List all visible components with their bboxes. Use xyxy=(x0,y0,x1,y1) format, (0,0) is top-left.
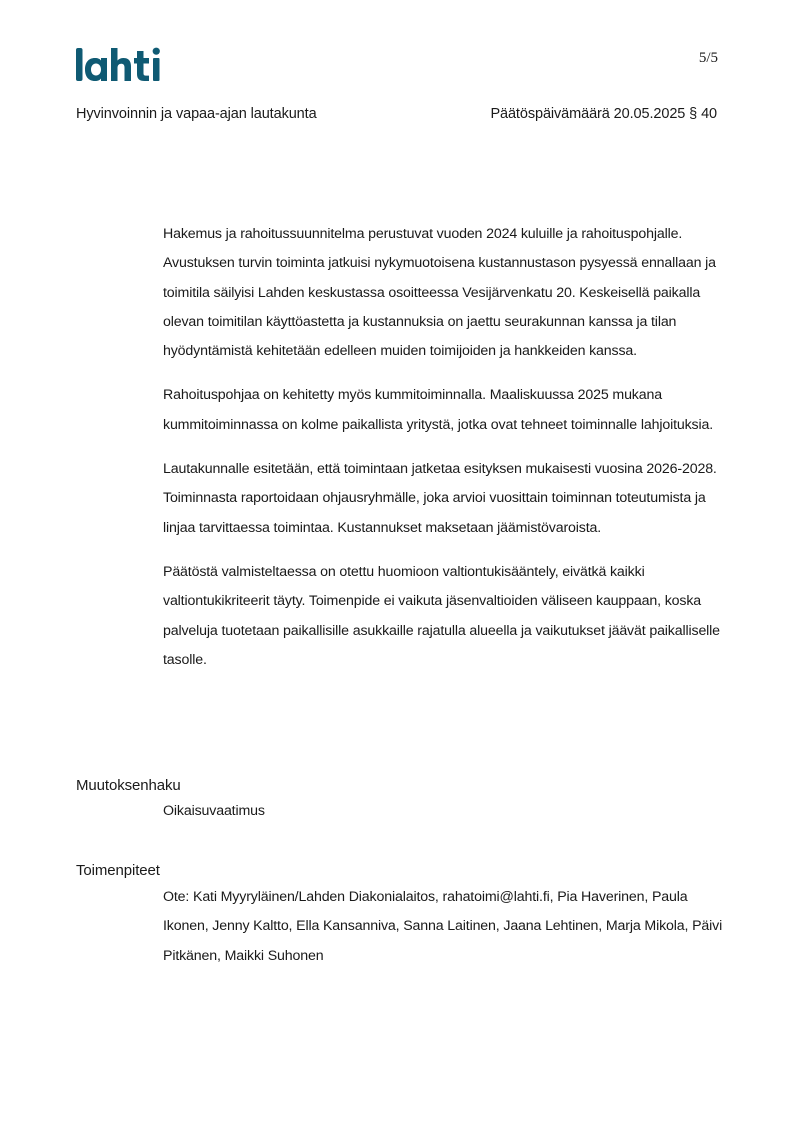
appeal-content: Oikaisuvaatimus xyxy=(163,803,265,819)
actions-heading: Toimenpiteet xyxy=(76,862,160,879)
decision-body xyxy=(163,220,723,690)
body-paragraph: Päätöstä valmisteltaessa on otettu huomioon valtiontukisääntely, eivätkä kaikki valtiontukikriteerit täyty. Toimenpide ei vaikuta jäsenvaltioiden väliseen kauppaan, koska palveluja tuotetaan paikallisille asukkaille rajatulla alueella ja vaikutukset jäävät paikalliselle tasolle. xyxy=(163,563,720,668)
body-paragraph: Rahoituspohjaa on kehitetty myös kummitoiminnalla. Maaliskuussa 2025 mukana kummitoiminnassa on kolme paikallista yritystä, jotka ovat tehneet toiminnalle lahjoituksia. xyxy=(163,387,714,433)
decision-date: Päätöspäivämäärä 20.05.2025 § 40 xyxy=(490,106,717,122)
page-number: 5/5 xyxy=(698,50,718,66)
appeal-heading: Muutoksenhaku xyxy=(76,777,181,794)
body-paragraph: Lautakunnalle esitetään, että toimintaan jatketaa esityksen mukaisesti vuosina 2026-2028. Toiminnasta raportoidaan ohjausryhmälle, joka arvioi vuosittain toiminnan toteutumista ja linjaa tarvittaessa toimintaa. Kustannukset maksetaan jäämistövaroista. xyxy=(163,461,717,536)
actions-content: Ote: Kati Myyryläinen/Lahden Diakonialaitos, rahatoimi@lahti.fi, Pia Haverinen, Paula Ikonen, Jenny Kaltto, Ella Kansanniva, Sanna Laitinen, Jaana Lehtinen, Marja Mikola, Päivi Pitkänen, Maikki Suhonen xyxy=(163,889,723,964)
body-paragraph: Hakemus ja rahoitussuunnitelma perustuvat vuoden 2024 kuluille ja rahoituspohjalle. Avustuksen turvin toiminta jatkuisi nykymuotoisena kustannustason pysyessä ennallaan ja toimitila säilyisi Lahden keskustassa osoitteessa Vesijärvenkatu 20. Keskeisellä paikalla olevan toimitilan käyttöastetta ja kustannuksia on jaettu seurakunnan kanssa ja tilan hyödyntämistä kehitetään edelleen muiden toimijoiden ja hankkeiden kanssa. xyxy=(163,226,716,360)
committee-name: Hyvinvoinnin ja vapaa-ajan lautakunta xyxy=(76,106,317,122)
lahti-logo xyxy=(75,46,167,84)
document-header xyxy=(76,106,717,122)
